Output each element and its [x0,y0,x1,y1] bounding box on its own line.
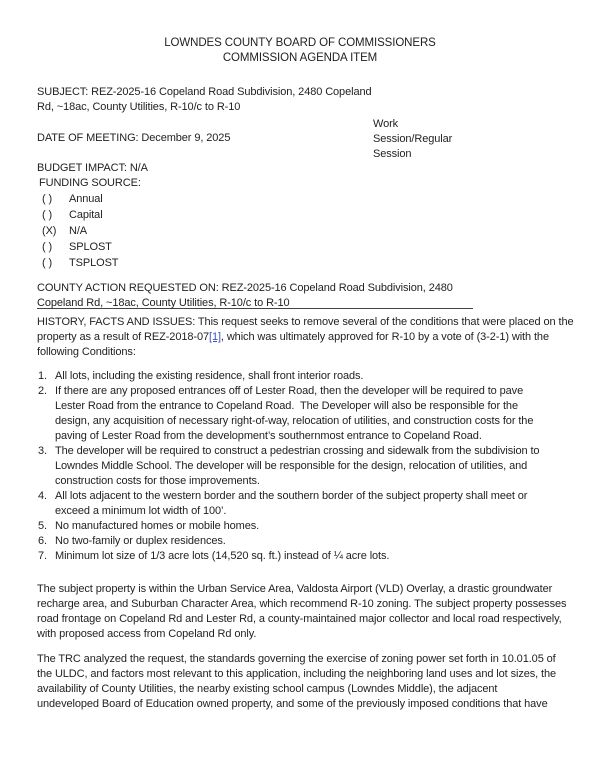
checkbox-mark: (X) [42,225,57,237]
text-line: The developer will be required to construct a pedestrian crossing and sidewalk from the subdivision to [55,445,540,457]
body-paragraph [37,652,563,712]
history-line2-after: , which was ultimately approved for R-10 by a vote of (3-2-1) with the [220,331,549,343]
funding-option [42,239,563,255]
funding-option-label: SPLOST [69,241,112,253]
county-action-requested [37,281,563,311]
text-line: Copeland Rd, ~18ac, County Utilities, R-10/c to R-10 [37,297,290,309]
condition-text [55,384,533,444]
footnote-link-1[interactable]: [1] [208,331,221,343]
condition-number: 1. [38,370,47,382]
text-line: design, any acquisition of necessary right-of-way, relocation of utilities, and construction costs for the [55,415,534,427]
funding-option-label: N/A [69,225,88,237]
subject-field [37,85,563,115]
meeting-row [37,115,563,161]
date-of-meeting: DATE OF MEETING: December 9, 2025 [37,132,231,144]
funding-option [42,223,563,239]
conditions-list [37,369,563,564]
text-line [37,330,563,345]
text-line: All lots adjacent to the western border and the southern border of the subject property shall meet or [55,490,528,502]
text-line: Work [373,118,399,130]
checkbox-mark: ( ) [42,209,53,221]
text-line: COMMISSION AGENDA ITEM [222,52,378,64]
session-type [373,117,452,162]
condition-item [37,534,563,549]
funding-option [42,191,563,207]
budget-impact: BUDGET IMPACT: N/A [37,162,148,174]
condition-item [37,489,563,519]
text-line: recharge area, and Suburban Character Area, which recommend R-10 zoning. The subject property possesses [37,598,567,610]
text-line: Minimum lot size of 1/3 acre lots (14,520 sq. ft.) instead of ¼ acre lots. [55,550,390,562]
condition-number: 5. [38,520,47,532]
text-line: LOWNDES COUNTY BOARD OF COMMISSIONERS [164,37,436,49]
document-title [37,36,563,66]
text-line: If there are any proposed entrances off of Lester Road, then the developer will be required to pave [55,385,524,397]
text-line: undeveloped Board of Education owned property, and some of the previously imposed conditions that have [37,698,548,710]
text-line: COUNTY ACTION REQUESTED ON: REZ-2025-16 Copeland Road Subdivision, 2480 [37,282,453,294]
condition-text [55,369,363,384]
text-line: The TRC analyzed the request, the standards governing the exercise of zoning power set forth in 10.01.05 of [37,653,556,665]
history-facts-issues [37,315,574,360]
condition-number: 3. [38,445,47,457]
condition-item [37,444,563,489]
condition-item [37,384,563,444]
text-line: availability of County Utilities, the nearby existing school campus (Lowndes Middle), the adjacent [37,683,498,695]
funding-option-label: TSPLOST [69,257,119,269]
text-line: the ULDC, and factors most relevant to this application, including the neighboring land uses and lot sizes, the [37,668,557,680]
text-line: All lots, including the existing residence, shall front interior roads. [55,370,364,382]
history-line2-before: property as a result of REZ-2018-07 [37,331,209,343]
text-line: with proposed access from Copeland Rd only. [37,628,257,640]
funding-option [42,207,563,223]
condition-number: 4. [38,490,47,502]
text-line: construction costs for those improvements. [55,475,260,487]
funding-options [37,191,563,271]
text-line: The subject property is within the Urban Service Area, Valdosta Airport (VLD) Overlay, a drastic groundwater [37,583,553,595]
text-line: Lester Road from the entrance to Copeland Road. The Developer will also be responsible for the [55,400,518,412]
text-line: Lowndes Middle School. The developer will be responsible for the design, relocation of utilities, and [55,460,528,472]
text-line: paving of Lester Road from the development’s southernmost entrance to Copeland Road. [55,430,482,442]
condition-text [55,489,527,519]
text-line: No two-family or duplex residences. [55,535,226,547]
text-line: following Conditions: [37,346,136,358]
checkbox-mark: ( ) [42,257,53,269]
condition-text [55,549,389,564]
condition-item [37,549,563,564]
funding-option-label: Annual [69,193,103,205]
body-paragraph [37,582,567,642]
text-line: exceed a minimum lot width of 100’. [55,505,227,517]
condition-number: 7. [38,550,47,562]
text-line: Rd, ~18ac, County Utilities, R-10/c to R-10 [37,101,241,113]
condition-item [37,519,563,534]
text-line: No manufactured homes or mobile homes. [55,520,260,532]
text-line: Session [373,148,412,160]
condition-number: 2. [38,385,47,397]
text-line: SUBJECT: REZ-2025-16 Copeland Road Subdivision, 2480 Copeland [37,86,372,98]
condition-text [55,519,259,534]
text-line: Session/Regular [373,133,453,145]
condition-item [37,369,563,384]
funding-option [42,255,563,271]
checkbox-mark: ( ) [42,193,53,205]
condition-text [55,444,539,489]
funding-option-label: Capital [69,209,103,221]
condition-number: 6. [38,535,47,547]
checkbox-mark: ( ) [42,241,53,253]
condition-text [55,534,226,549]
funding-source-label: FUNDING SOURCE: [39,177,141,189]
text-line: road frontage on Copeland Rd and Lester Rd, a county-maintained major collector and local road respectively, [37,613,562,625]
text-line: HISTORY, FACTS AND ISSUES: This request seeks to remove several of the conditions that were placed on the [37,316,574,328]
